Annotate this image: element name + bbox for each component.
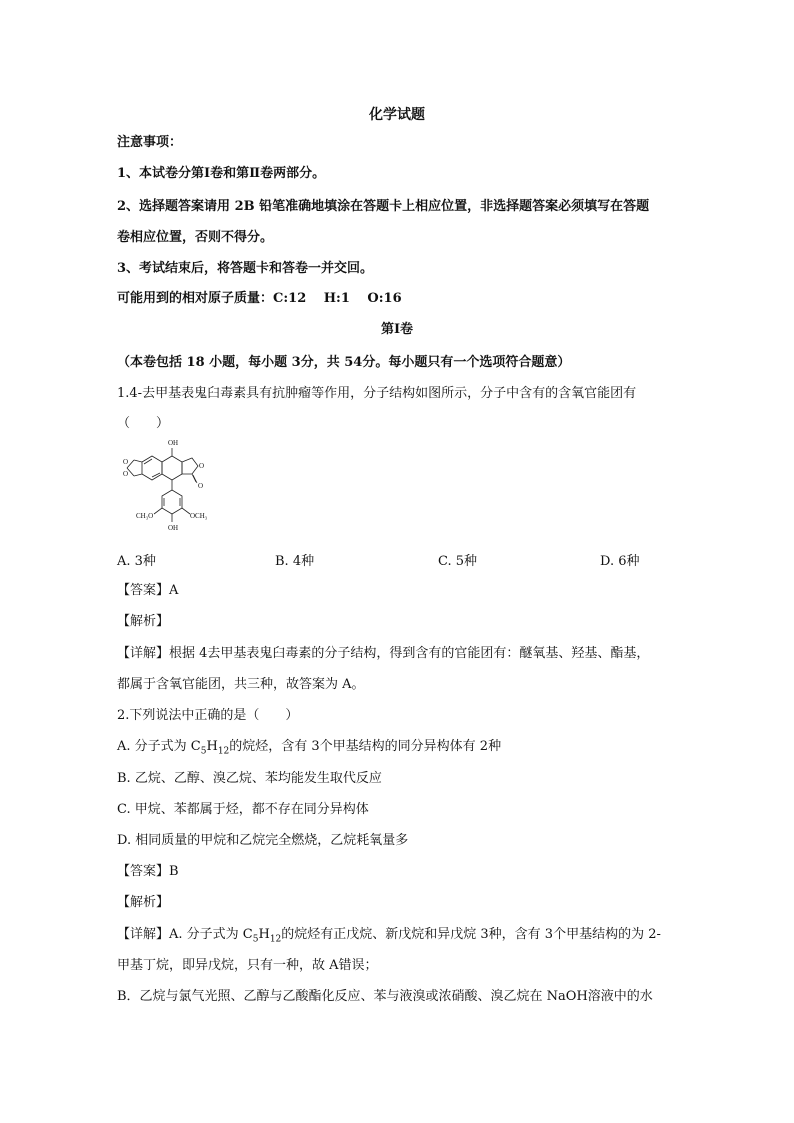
- notice-heading: 注意事项：: [117, 135, 183, 150]
- q2-detail-a-line2: 甲基丁烷，即异戊烷，只有一种，故 A错误；: [117, 958, 378, 973]
- q1-choice-a: A. 3种: [117, 554, 156, 569]
- section-note: （本卷包括 18 小题，每小题 3分，共 54分。每小题只有一个选项符合题意）: [117, 355, 571, 370]
- q2-detail-b: B．乙烷与氯气光照、乙醇与乙酸酯化反应、苯与液溴或浓硝酸、溴乙烷在 NaOH溶液中的水: [117, 989, 653, 1004]
- mol-label-ome-right: OCH₃: [190, 512, 208, 520]
- q1-answer: 【答案】A: [117, 583, 179, 598]
- q1-choice-b: B. 4种: [275, 554, 315, 569]
- mol-label-o-lower: O: [123, 470, 129, 478]
- q1-choice-d: D. 6种: [600, 554, 640, 569]
- atomic-mass-note: 可能用到的相对原子质量：C:12 H:1 O:16: [117, 291, 402, 306]
- mol-label-ome-left: CH₃O: [136, 512, 154, 520]
- q2-option-b: B. 乙烷、乙醇、溴乙烷、苯均能发生取代反应: [117, 771, 382, 786]
- mol-label-o-ring: O: [199, 462, 205, 470]
- q2-analysis-label: 【解析】: [117, 895, 170, 910]
- notice-item-2-line2: 卷相应位置，否则不得分。: [117, 230, 274, 245]
- q1-choice-c: C. 5种: [438, 554, 478, 569]
- section-title: 第Ⅰ卷: [380, 322, 414, 337]
- mol-label-o-upper: O: [123, 458, 129, 466]
- molecule-structure-figure: [118, 436, 228, 548]
- q2-option-a: A. 分子式为 $C_5H_{12}$的烷烃，含有 3个甲基结构的同分异构体有 2种: [117, 739, 502, 757]
- q1-analysis-label: 【解析】: [117, 614, 170, 629]
- mol-label-oh-bottom: OH: [168, 524, 179, 532]
- page-title: 化学试题: [369, 107, 425, 123]
- q1-stem-line2: （ ）: [117, 416, 170, 431]
- mol-label-o-carbonyl: O: [198, 482, 204, 490]
- q1-detail-line2: 都属于含氧官能团，共三种，故答案为 A。: [117, 677, 365, 692]
- q2-detail-a-line1: 【详解】A. 分子式为 $C_5H_{12}$的烷烃有正戊烷、新戊烷和异戊烷 3种，含有 3个甲基结构的为 2-: [117, 927, 661, 945]
- notice-item-2-line1: 2、选择题答案请用 2B 铅笔准确地填涂在答题卡上相应位置，非选择题答案必须填写在答题: [117, 199, 650, 214]
- notice-item-1: 1、本试卷分第Ⅰ卷和第Ⅱ卷两部分。: [117, 166, 326, 181]
- q2-option-d: D. 相同质量的甲烷和乙烷完全燃烧，乙烷耗氧量多: [117, 833, 409, 848]
- q2-answer: 【答案】B: [117, 864, 179, 879]
- q1-stem-line1: 1.4-去甲基表鬼臼毒素具有抗肿瘤等作用，分子结构如图所示，分子中含有的含氧官能团有: [117, 386, 637, 401]
- q2-option-c: C. 甲烷、苯都属于烃，都不存在同分异构体: [117, 802, 369, 817]
- q2-stem: 2.下列说法中正确的是（ ）: [117, 708, 299, 723]
- mol-label-oh-top: OH: [168, 439, 179, 447]
- notice-item-3: 3、考试结束后，将答题卡和答卷一并交回。: [117, 261, 374, 276]
- q1-detail-line1: 【详解】根据 4去甲基表鬼臼毒素的分子结构，得到含有的官能团有：醚氧基、羟基、酯基，: [117, 646, 650, 661]
